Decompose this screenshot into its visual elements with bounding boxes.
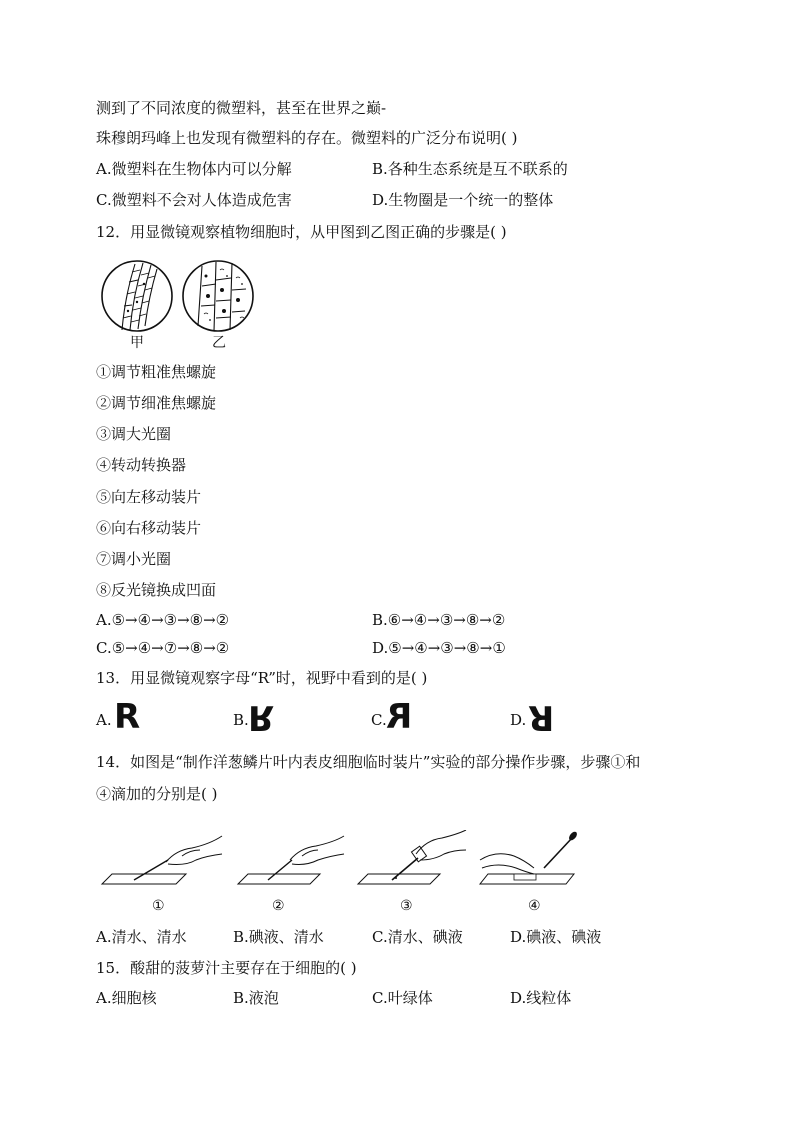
q13-option-d-glyph: R	[528, 697, 555, 737]
q13-option-d-letter: D.	[510, 711, 527, 729]
q12-step-7: ⑦调小光圈	[96, 550, 172, 568]
q11-stem-line2: 珠穆朗玛峰上也发现有微塑料的存在。微塑料的广泛分布说明( )	[96, 129, 518, 147]
q13-stem: 13．用显微镜观察字母“R”时，视野中看到的是( )	[96, 669, 428, 687]
q12-step-2: ②调节细准焦螺旋	[96, 394, 217, 412]
q12-step-3: ③调大光圈	[96, 425, 172, 443]
q12-step-6: ⑥向右移动装片	[96, 519, 202, 537]
step-4-illustration	[480, 830, 579, 884]
q12-step-4: ④转动转换器	[96, 456, 187, 474]
step-3-illustration	[358, 830, 466, 884]
q13-option-a-glyph: R	[114, 697, 141, 737]
q12-stem: 12．用显微镜观察植物细胞时，从甲图到乙图正确的步骤是( )	[96, 223, 507, 241]
q14-option-a[interactable]: A.清水、清水	[96, 928, 187, 946]
q15-option-a[interactable]: A.细胞核	[96, 989, 157, 1007]
q12-option-b[interactable]: B.⑥→④→③→⑧→②	[372, 611, 506, 629]
q15-option-c[interactable]: C.叶绿体	[372, 989, 433, 1007]
q14-option-b[interactable]: B.碘液、清水	[233, 928, 324, 946]
q15-stem: 15．酸甜的菠萝汁主要存在于细胞的( )	[96, 959, 357, 977]
q12-option-a[interactable]: A.⑤→④→③→⑧→②	[96, 611, 230, 629]
q11-option-d[interactable]: D.生物圈是一个统一的整体	[372, 191, 554, 209]
step-label-3: ③	[400, 898, 413, 914]
view-yi-cells	[183, 261, 253, 331]
q14-option-c[interactable]: C.清水、碘液	[372, 928, 463, 946]
q11-option-c[interactable]: C.微塑料不会对人体造成危害	[96, 191, 292, 209]
step-1-illustration	[102, 836, 222, 884]
q13-option-a-letter: A.	[96, 711, 112, 729]
q11-option-b[interactable]: B.各种生态系统是互不联系的	[372, 160, 568, 178]
step-label-1: ①	[152, 898, 165, 914]
figure-label-yi: 乙	[212, 335, 226, 351]
view-jia-cells	[102, 261, 172, 331]
step-2-illustration	[238, 836, 344, 884]
microscope-view-figure	[100, 256, 260, 352]
q12-step-8: ⑧反光镜换成凹面	[96, 581, 217, 599]
q12-step-1: ①调节粗准焦螺旋	[96, 363, 217, 381]
q13-option-c[interactable]	[371, 710, 387, 730]
q14-stem-line2: ④滴加的分别是( )	[96, 785, 218, 803]
q11-stem-line1: 测到了不同浓度的微塑料，甚至在世界之巅-	[96, 99, 387, 117]
q12-option-d[interactable]: D.⑤→④→③→⑧→①	[372, 639, 506, 657]
q13-option-a[interactable]	[96, 710, 112, 730]
slide-preparation-steps-figure	[96, 830, 596, 896]
q13-option-d[interactable]	[510, 710, 526, 730]
q13-option-c-letter: C.	[371, 711, 387, 729]
q14-stem-line1: 14．如图是“制作洋葱鳞片叶内表皮细胞临时装片”实验的部分操作步骤，步骤①和	[96, 753, 641, 771]
q14-option-d[interactable]: D.碘液、碘液	[510, 928, 602, 946]
step-label-4: ④	[528, 898, 541, 914]
q13-option-b[interactable]	[233, 710, 249, 730]
q12-step-5: ⑤向左移动装片	[96, 488, 202, 506]
q11-option-a[interactable]: A.微塑料在生物体内可以分解	[96, 160, 292, 178]
q13-option-b-glyph: R	[248, 697, 275, 737]
q15-option-d[interactable]: D.线粒体	[510, 989, 572, 1007]
q13-option-c-glyph: R	[386, 697, 413, 737]
q15-option-b[interactable]: B.液泡	[233, 989, 279, 1007]
figure-label-jia: 甲	[130, 335, 144, 351]
step-label-2: ②	[272, 898, 285, 914]
q13-option-b-letter: B.	[233, 711, 249, 729]
q12-option-c[interactable]: C.⑤→④→⑦→⑧→②	[96, 639, 230, 657]
